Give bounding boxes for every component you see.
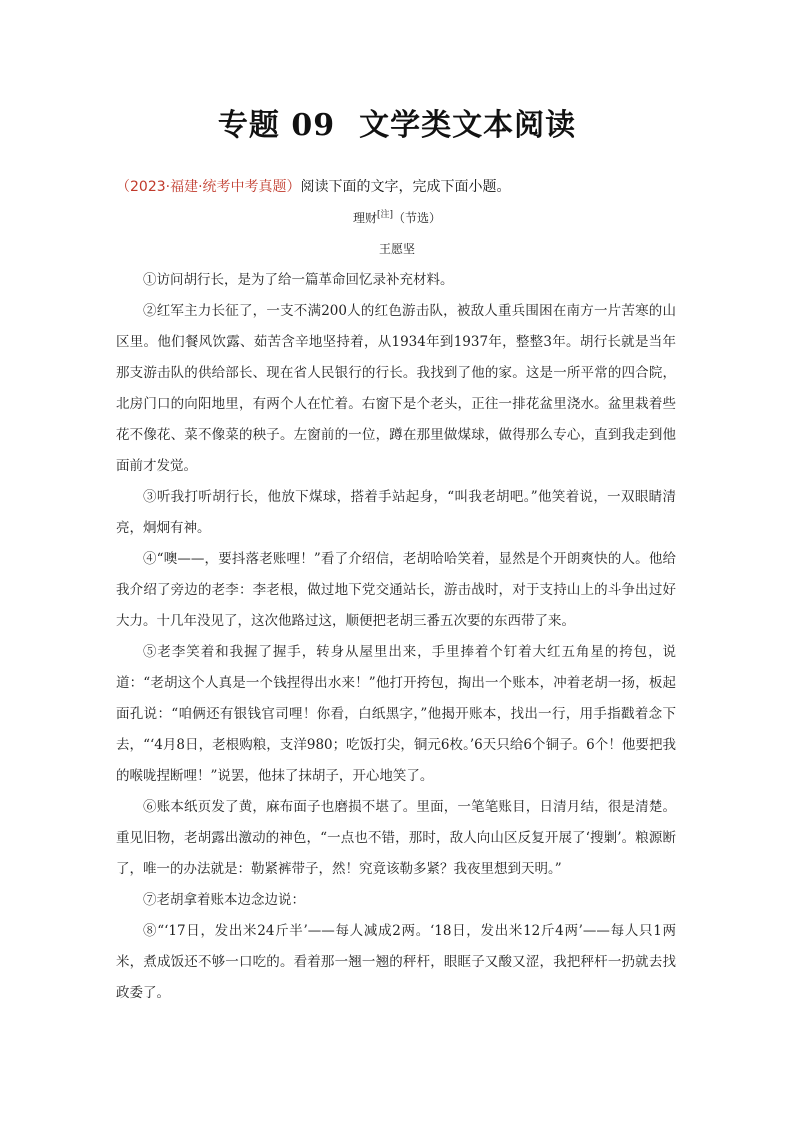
paragraph-7: ⑦老胡拿着账本边念边说：	[143, 892, 305, 908]
article-note-marker: [注]	[376, 210, 394, 220]
article-author: 王愿坚	[378, 242, 415, 256]
paragraph-1: ①访问胡行长，是为了给一篇革命回忆录补充材料。	[143, 272, 454, 288]
paragraph-2: ②红军主力长征了，一支不满200人的红色游击队，被敌人重兵围困在南方一片苦寒的山区里。他们餐风饮露、茹苦含辛地坚持着，从1934年到1937年，整整3年。胡行长就是当年那支游击队的供给部长、现在省人民银行的行长。我找到了他的家。这是一所平常的四合院，北房门口的向阳地里，有两个人在忙着。右窗下是个老头，正往一排花盆里浇水。盆里栽着些花不像花、菜不像菜的秧子。左窗前的一位，蹲在那里做煤球，做得那么专心，直到我走到他面前才发觉。	[116, 303, 676, 474]
article-selection-label: （节选）	[393, 211, 442, 225]
paragraph-5: ⑤老李笑着和我握了握手，转身从屋里出来，手里捧着个钉着大红五角星的挎包，说道：“老胡这个人真是一个钱捏得出水来！”他打开挎包，掏出一个账本，冲着老胡一扬，板起面孔说：“咱俩还有银钱官司哩！你看，白纸黑字，”他揭开账本，找出一行，用手指戳着念下去，“‘4月8日，老根购粮，支洋980；吃饭打尖，铜元6枚。’6天只给6个铜子。6个！他要把我的喉咙捏断哩！”说罢，他抹了抹胡子，开心地笑了。	[116, 644, 676, 784]
article-title-text: 理财	[352, 211, 377, 225]
paragraph-8: ⑧“‘17日，发出米24斤半’——每人减成2两。‘18日，发出米12斤4两’——每人只1两米，煮成饭还不够一口吃的。看着那一翘一翘的秤杆，眼眶子又酸又涩，我把秤杆一扔就去找政委了。	[116, 923, 676, 1001]
paragraph-4: ④“噢——，要抖落老账哩！”看了介绍信，老胡哈哈笑着，显然是个开朗爽快的人。他给我介绍了旁边的老李：李老根，做过地下党交通站长，游击战时，对于支持山上的斗争出过好大力。十几年没见了，这次他路过这，顺便把老胡三番五次要的东西带了来。	[116, 551, 676, 629]
page-title	[0, 100, 794, 144]
paragraph-3: ③听我打听胡行长，他放下煤球，搭着手站起身，“叫我老胡吧。”他笑着说，一双眼睛清亮，炯炯有神。	[116, 489, 676, 536]
title-topic-number: 专题 09	[217, 108, 336, 143]
article-title	[0, 207, 794, 226]
instruction-text: 阅读下面的文字，完成下面小题。	[300, 179, 511, 195]
title-topic-name: 文学类文本阅读	[359, 108, 577, 143]
article-body	[116, 265, 676, 1009]
exam-source: （2023·福建·统考中考真题）	[116, 179, 301, 195]
paragraph-6: ⑥账本纸页发了黄，麻布面子也磨损不堪了。里面，一笔笔账目，日清月结，很是清楚。重见旧物，老胡露出激动的神色，“一点也不错，那时，敌人向山区反复开展了‘搜剿’。粮源断了，唯一的办法就是：勒紧裤带子，然！究竟该勒多紧？我夜里想到天明。”	[116, 799, 676, 877]
question-intro	[116, 176, 511, 196]
